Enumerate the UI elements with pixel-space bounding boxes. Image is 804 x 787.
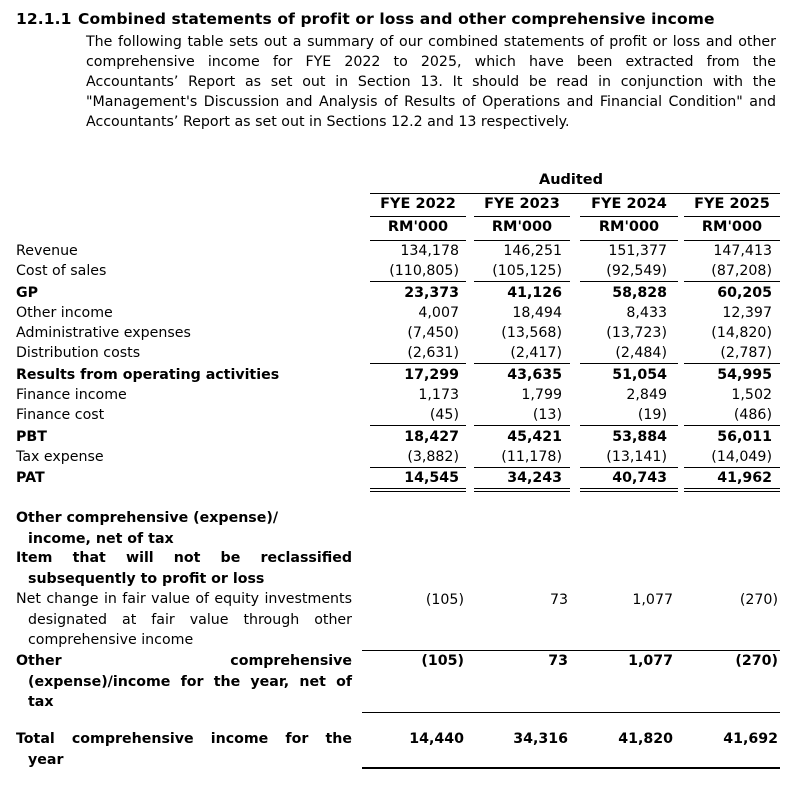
row-label-finance-cost: Finance cost bbox=[16, 407, 105, 423]
cell: (7,450) bbox=[407, 325, 459, 341]
cell: 12,397 bbox=[722, 305, 772, 321]
cell: 45,421 bbox=[507, 429, 562, 445]
cell: 60,205 bbox=[717, 285, 772, 301]
cell: (13) bbox=[532, 407, 562, 423]
double-underline bbox=[580, 488, 678, 492]
subtotal-line bbox=[370, 425, 466, 426]
total-ci-label-line: year bbox=[28, 751, 64, 768]
row-label-pbt: PBT bbox=[16, 429, 47, 445]
subtotal-line bbox=[580, 363, 678, 364]
cell: (270) bbox=[735, 653, 778, 669]
row-label-admin-expenses: Administrative expenses bbox=[16, 325, 191, 341]
intro-line: "Management's Discussion and Analysis of Results of Operations and Financial Condition" and bbox=[86, 94, 776, 110]
oci-total-label-line: Other comprehensive bbox=[16, 653, 352, 669]
row-label-other-income: Other income bbox=[16, 305, 113, 321]
cell: (14,049) bbox=[711, 449, 772, 465]
cell: (2,631) bbox=[407, 345, 459, 361]
cell: 1,077 bbox=[632, 592, 673, 608]
cell: (13,568) bbox=[501, 325, 562, 341]
cell: 2,849 bbox=[626, 387, 667, 403]
cell: (13,723) bbox=[606, 325, 667, 341]
oci-total-label bbox=[16, 651, 352, 713]
row-label-finance-income: Finance income bbox=[16, 387, 127, 403]
double-underline bbox=[684, 488, 780, 492]
subtotal-line bbox=[684, 425, 780, 426]
cell: 14,545 bbox=[404, 470, 459, 486]
row-label-cost-of-sales: Cost of sales bbox=[16, 263, 107, 279]
cell: 17,299 bbox=[404, 367, 459, 383]
cell: (105) bbox=[425, 592, 464, 608]
subtotal-line bbox=[580, 281, 678, 282]
row-label-tax-expense: Tax expense bbox=[16, 449, 104, 465]
subtotal-line bbox=[474, 363, 570, 364]
intro-paragraph bbox=[86, 32, 776, 132]
cell: 14,440 bbox=[409, 731, 464, 747]
cell: (19) bbox=[637, 407, 667, 423]
year-underline bbox=[370, 216, 466, 217]
cell: 1,502 bbox=[731, 387, 772, 403]
row-label-distribution-costs: Distribution costs bbox=[16, 345, 141, 361]
cell: 54,995 bbox=[717, 367, 772, 383]
year-underline bbox=[684, 216, 780, 217]
cell: 146,251 bbox=[503, 243, 562, 259]
cell: 34,316 bbox=[513, 731, 568, 747]
fv-change-label-line: designated at fair value through other bbox=[28, 611, 352, 628]
cell: 73 bbox=[549, 592, 568, 608]
cell: 43,635 bbox=[507, 367, 562, 383]
cell: (87,208) bbox=[711, 263, 772, 279]
cell: 1,173 bbox=[418, 387, 459, 403]
cell: (14,820) bbox=[711, 325, 772, 341]
fv-change-label-line: Net change in fair value of equity investments bbox=[16, 591, 352, 607]
subtotal-line bbox=[370, 281, 466, 282]
fv-change-label bbox=[16, 589, 352, 651]
oci-heading bbox=[16, 508, 352, 549]
cell: 4,007 bbox=[418, 305, 459, 321]
oci-total-label-line: (expense)/income for the year, net of bbox=[28, 673, 352, 690]
subtotal-line bbox=[474, 425, 570, 426]
cell: (2,417) bbox=[510, 345, 562, 361]
cell: 134,178 bbox=[400, 243, 459, 259]
intro-line: comprehensive income for FYE 2022 to 2025, which have been extracted from the bbox=[86, 54, 776, 70]
cell: (45) bbox=[429, 407, 459, 423]
section-number: 12.1.1 bbox=[16, 10, 72, 28]
cell: (110,805) bbox=[389, 263, 459, 279]
total-ci-label-line: Total comprehensive income for the bbox=[16, 731, 352, 747]
column-unit-2025: RM'000 bbox=[701, 219, 763, 235]
cell: 151,377 bbox=[608, 243, 667, 259]
double-underline bbox=[370, 488, 466, 492]
cell: 23,373 bbox=[404, 285, 459, 301]
cell: 41,820 bbox=[618, 731, 673, 747]
subtotal-line bbox=[580, 425, 678, 426]
audited-underline bbox=[370, 193, 780, 194]
column-unit-2023: RM'000 bbox=[491, 219, 553, 235]
cell: (270) bbox=[739, 592, 778, 608]
cell: (2,484) bbox=[615, 345, 667, 361]
cell: 18,494 bbox=[512, 305, 562, 321]
cell: (105,125) bbox=[492, 263, 562, 279]
cell: (13,141) bbox=[606, 449, 667, 465]
cell: 41,692 bbox=[723, 731, 778, 747]
cell: (2,787) bbox=[720, 345, 772, 361]
cell: (11,178) bbox=[501, 449, 562, 465]
oci-subheading-line: Item that will not be reclassified bbox=[16, 550, 352, 566]
section-title: Combined statements of profit or loss and other comprehensive income bbox=[78, 10, 715, 28]
subtotal-line bbox=[684, 281, 780, 282]
cell: 41,962 bbox=[717, 470, 772, 486]
column-year-2022: FYE 2022 bbox=[380, 196, 456, 212]
oci-heading-line: income, net of tax bbox=[28, 530, 174, 547]
column-year-2025: FYE 2025 bbox=[694, 196, 770, 212]
cell: 73 bbox=[548, 653, 568, 669]
cell: (3,882) bbox=[407, 449, 459, 465]
cell: 34,243 bbox=[507, 470, 562, 486]
cell: 58,828 bbox=[612, 285, 667, 301]
cell: 1,799 bbox=[521, 387, 562, 403]
oci-total-line bbox=[362, 712, 780, 713]
row-label-operating-results: Results from operating activities bbox=[16, 367, 280, 383]
intro-line: Accountants’ Report as set out in Sections 12.2 and 13 respectively. bbox=[86, 114, 570, 130]
fv-change-label-line: comprehensive income bbox=[28, 632, 194, 648]
column-year-2024: FYE 2024 bbox=[591, 196, 667, 212]
cell: 147,413 bbox=[713, 243, 772, 259]
subtotal-line bbox=[474, 281, 570, 282]
double-underline bbox=[474, 488, 570, 492]
column-unit-2024: RM'000 bbox=[598, 219, 660, 235]
oci-total-label-line: tax bbox=[28, 694, 54, 710]
subtotal-line bbox=[684, 363, 780, 364]
row-label-gp: GP bbox=[16, 285, 39, 301]
total-ci-underline bbox=[362, 767, 780, 769]
year-underline bbox=[474, 216, 570, 217]
subtotal-line bbox=[370, 363, 466, 364]
oci-heading-line: Other comprehensive (expense)/ bbox=[16, 510, 279, 526]
oci-subheading-line: subsequently to profit or loss bbox=[28, 570, 265, 587]
cell: 53,884 bbox=[612, 429, 667, 445]
row-label-revenue: Revenue bbox=[16, 243, 78, 259]
total-ci-label bbox=[16, 729, 352, 770]
cell: (92,549) bbox=[606, 263, 667, 279]
cell: 8,433 bbox=[626, 305, 667, 321]
intro-line: Accountants’ Report as set out in Section 13. It should be read in conjunction with the bbox=[86, 74, 776, 90]
oci-subheading bbox=[16, 548, 352, 589]
cell: 18,427 bbox=[404, 429, 459, 445]
cell: (105) bbox=[421, 653, 464, 669]
cell: 56,011 bbox=[717, 429, 772, 445]
audited-header: Audited bbox=[538, 172, 604, 188]
cell: 51,054 bbox=[612, 367, 667, 383]
column-unit-2022: RM'000 bbox=[387, 219, 449, 235]
cell: 40,743 bbox=[612, 470, 667, 486]
cell: 41,126 bbox=[507, 285, 562, 301]
cell: (486) bbox=[733, 407, 772, 423]
year-underline bbox=[580, 216, 678, 217]
cell: 1,077 bbox=[628, 653, 673, 669]
column-year-2023: FYE 2023 bbox=[484, 196, 560, 212]
section-heading bbox=[16, 10, 715, 28]
row-label-pat: PAT bbox=[16, 470, 45, 486]
intro-line: The following table sets out a summary of our combined statements of profit or loss and other bbox=[86, 34, 776, 50]
